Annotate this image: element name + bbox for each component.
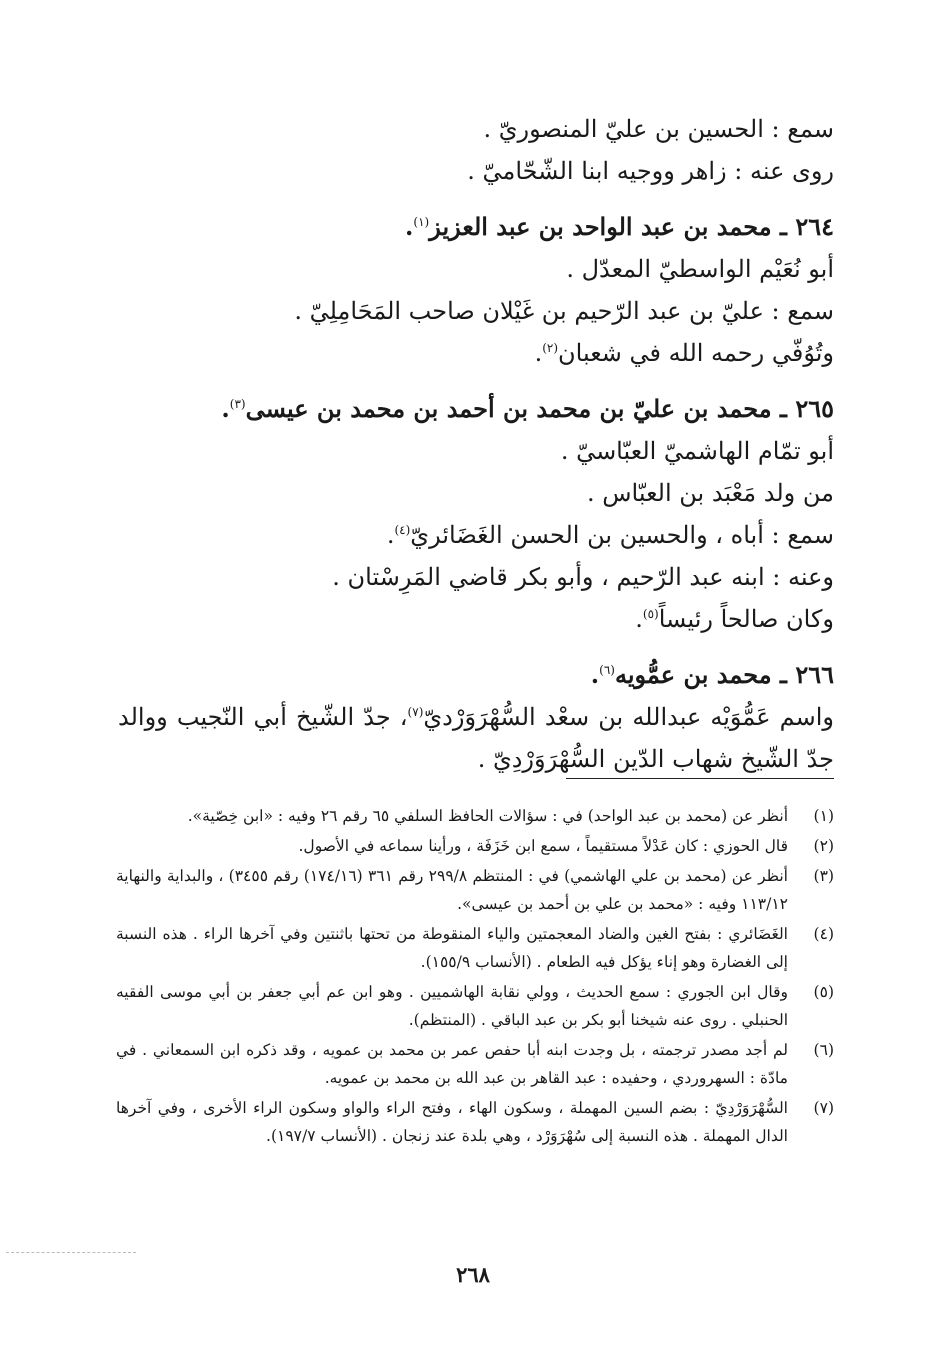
footnote-number: (١) [813,807,834,825]
footnote-separator [566,778,834,779]
footnote-text: قال الحوزي : كان عَدْلاً مستقيماً ، سمع ابن خَزَفَة ، ورأينا سماعه في الأصول. [298,837,788,855]
footnote-item [116,802,834,830]
footnote-item [116,978,834,1034]
footnote-text: السُّهْرَوَرْدِيّ : بضم السين المهملة ، وسكون الهاء ، وفتح الراء والواو وسكون الراء الأخرى ، وفي آخرها الدال المهملة . هذه النسبة إلى سُهْرَوَرْد ، وهي بلدة عند زنجان . (الأنساب ١٩٧/٧). [116,1099,788,1145]
footnote-number: (٥) [813,983,834,1001]
footnote-marker: (٦) [599,663,615,677]
text-line: سمع : الحسين بن عليّ المنصوريّ . [483,115,834,143]
entry-heading-265 [118,388,834,430]
text-span: وتُوُفّي رحمه الله في شعبان [558,339,834,367]
scan-artifact [6,1252,136,1253]
paragraph [118,696,834,780]
footnote-text: أنظر عن (محمد بن علي الهاشمي) في : المنتظم ٢٩٩/٨ رقم ٣٦١ (١٧٤/١٦) رقم ٣٤٥٥) ، والبداية والنهاية ١١٣/١٢ وفيه : «محمد بن علي بن أحمد بن عيسى». [116,867,788,913]
footnote-item [116,862,834,918]
footnote-text: لم أجد مصدر ترجمته ، بل وجدت ابنه أبا حفص عمر بن محمد بن عمويه ، وقد ذكره ابن السمعاني . في مادّة : السهروردي ، وحفيده : عبد القاهر بن عبد الله بن محمد بن عمويه. [116,1041,788,1087]
entry-title: ٢٦٤ ـ محمد بن عبد الواحد بن عبد العزيز [429,212,834,241]
footnote-number: (٤) [813,925,834,943]
entry-heading-266 [118,654,834,696]
footnote-item [116,832,834,860]
footnote-marker: (٧) [407,705,424,719]
punctuation: . [590,660,600,689]
footnote-marker: (٣) [229,397,246,411]
footnote-item [116,1036,834,1092]
text-span: ، جدّ الشّيخ أبي النّجيب ووالد جدّ الشّيخ شهاب الدّين السُّهْرَوَرْدِيّ . [118,703,834,773]
text-line [118,598,834,640]
footnote-number: (٧) [813,1099,834,1117]
punctuation: . [405,212,414,241]
main-text [118,108,834,780]
page-number: ٢٦٨ [456,1262,490,1287]
punctuation: . [386,521,395,549]
entry-heading-264 [118,206,834,248]
footnote-marker: (١) [413,215,430,229]
text-line: أبو نُعَيْم الواسطيّ المعدّل . [566,255,834,283]
footnote-item [116,1094,834,1150]
punctuation: . [221,394,230,423]
text-line [118,332,834,374]
footnote-marker: (٥) [642,607,659,621]
footnote-text: وقال ابن الجوري : سمع الحديث ، وولي نقابة الهاشميين . وهو ابن عم أبي جعفر بن أبي موسى الفقيه الحنبلي . روى عنه شيخنا أبو بكر بن عبد الباقي . (المنتظم). [116,983,788,1029]
text-span: وكان صالحاً رئيساً [658,605,834,633]
footnote-marker: (٢) [542,341,559,355]
punctuation: . [635,605,643,633]
text-line: من ولد مَعْبَد بن العبّاس . [586,479,834,507]
footnote-text: أنظر عن (محمد بن عبد الواحد) في : سؤالات الحافظ السلفي ٦٥ رقم ٢٦ وفيه : «ابن خِصّية». [187,807,788,825]
entry-title: ٢٦٦ ـ محمد بن عمُّويه [614,660,834,689]
text-line [118,514,834,556]
text-line: روى عنه : زاهر ووجيه ابنا الشّحّاميّ . [467,157,834,185]
text-line: سمع : عليّ بن عبد الرّحيم بن غَيْلان صاحب المَحَامِلِيّ . [294,297,834,325]
footnote-marker: (٤) [394,523,411,537]
punctuation: . [534,339,543,367]
footnote-number: (٢) [813,837,834,855]
text-line: وعنه : ابنه عبد الرّحيم ، وأبو بكر قاضي المَرِسْتان . [332,563,834,591]
footnotes [116,802,834,1152]
footnote-number: (٣) [813,867,834,885]
footnote-item [116,920,834,976]
text-span: سمع : أباه ، والحسين بن الحسن الغَضَائريّ [410,521,834,549]
footnote-text: الغَضَائري : بفتح الغين والضاد المعجمتين والياء المنقوطة من تحتها باثنتين وفي آخرها الراء . هذه النسبة إلى الغضارة وهو إناء يؤكل فيه الطعام . (الأنساب ١٥٥/٩). [116,925,788,971]
footnote-number: (٦) [813,1041,834,1059]
entry-title: ٢٦٥ ـ محمد بن عليّ بن محمد بن أحمد بن محمد بن عيسى [245,394,834,423]
text-span: واسم عَمُّوَيْه عبدالله بن سعْد السُّهْرَوَرْديّ [423,703,834,731]
text-line: أبو تمّام الهاشميّ العبّاسيّ . [560,437,834,465]
